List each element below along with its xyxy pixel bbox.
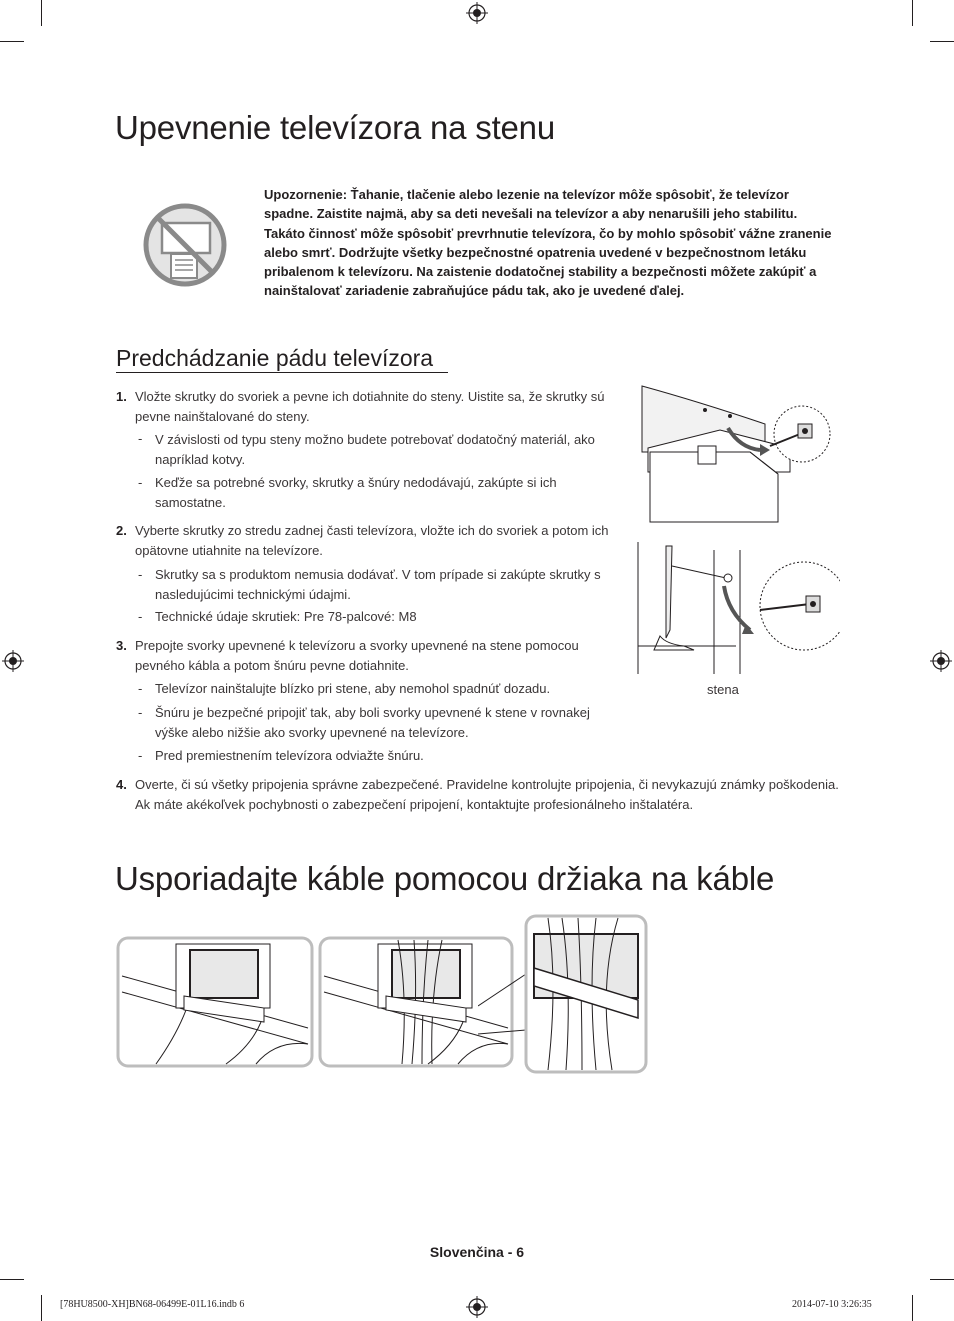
crop-mark	[912, 1295, 913, 1321]
step-text	[135, 636, 579, 675]
registration-mark-icon	[466, 1296, 488, 1318]
sub-line: napríklad kotvy.	[155, 451, 246, 467]
sub-item-text	[155, 473, 557, 512]
sub-bullet: -	[138, 431, 143, 446]
sub-item-text	[155, 703, 590, 742]
sub-line: Televízor nainštalujte blízko pri stene, aby nemohol spadnúť dozadu.	[155, 681, 551, 696]
warning-line: spadne. Zaistite najmä, aby sa deti nevešali na televízor a aby nenarušili jeho stabilitu.	[264, 206, 798, 222]
section-title: Predchádzanie pádu televízora	[116, 345, 434, 371]
sub-line: Pred premiestnením televízora odviažte šnúru.	[155, 748, 424, 763]
step-line: Ak máte akékoľvek pochybnosti o zabezpečení pripojení, kontaktujte profesionálneho inštalatéra.	[135, 796, 694, 812]
step-text	[135, 775, 839, 814]
warning-line: Takáto činnosť môže spôsobiť prevrhnutie televízora, čo by mohlo spôsobiť vážne zranenie	[264, 225, 832, 241]
sub-line: samostatne.	[155, 494, 226, 510]
sub-item-text	[155, 607, 417, 627]
step-line: Overte, či sú všetky pripojenia správne zabezpečené. Pravidelne kontrolujte pripojenia, či nevykazujú známky poškodenia.	[135, 777, 839, 792]
sub-item-text	[155, 430, 595, 469]
step-number: 3.	[116, 638, 127, 653]
cable-holder-step-1-illustration	[116, 936, 314, 1068]
sub-bullet: -	[138, 609, 143, 624]
crop-mark	[930, 1279, 954, 1280]
registration-mark-icon	[930, 650, 952, 672]
tv-bracket-illustration	[640, 382, 840, 530]
sub-line: V závislosti od typu steny možno budete potrebovať dodatočný materiál, ako	[155, 432, 595, 447]
warning-line: Upozornenie: Ťahanie, tlačenie alebo lezenie na televízor môže spôsobiť, že televízor	[264, 187, 789, 202]
warning-text	[264, 185, 832, 301]
sub-line: Technické údaje skrutiek: Pre 78-palcové: M8	[155, 609, 417, 624]
step-line: Vyberte skrutky zo stredu zadnej časti televízora, vložte ich do svoriek a potom ich	[135, 523, 609, 538]
section-title: Usporiadajte káble pomocou držiaka na káble	[115, 860, 775, 897]
step-text	[135, 521, 609, 560]
step-line: Vložte skrutky do svoriek a pevne ich dotiahnite do steny. Uistite sa, že skrutky sú	[135, 389, 605, 404]
sub-bullet: -	[138, 748, 143, 763]
file-slug: [78HU8500-XH]BN68-06499E-01L16.indb 6	[60, 1299, 245, 1310]
sub-line: Skrutky sa s produktom nemusia dodávať. V tom prípade si zakúpte skrutky s	[155, 567, 601, 582]
registration-mark-icon	[466, 2, 488, 24]
cable-holder-zoom-illustration	[478, 914, 650, 1074]
crop-mark	[930, 41, 954, 42]
sub-item-text	[155, 746, 424, 766]
page-title: Upevnenie televízora na stenu	[115, 109, 555, 146]
warning-line: pribalenom k televízoru. Na zaistenie dodatočnej stability a bezpečnosti môžete zakúpiť a	[264, 264, 817, 280]
wall-anchor-illustration	[636, 540, 840, 680]
crop-mark	[0, 41, 24, 42]
sub-bullet: -	[138, 567, 143, 582]
step-number: 2.	[116, 523, 127, 538]
sub-line: Keďže sa potrebné svorky, skrutky a šnúry nedodávajú, zakúpte si ich	[155, 475, 557, 490]
sub-line: nasledujúcimi technickými údajmi.	[155, 586, 351, 602]
sub-bullet: -	[138, 705, 143, 720]
warning-line: alebo smrť. Dodržujte všetky bezpečnostné opatrenia uvedené v bezpečnostnom letáku	[264, 244, 807, 260]
crop-mark	[41, 1295, 42, 1321]
registration-mark-icon	[2, 650, 24, 672]
sub-line: Šnúru je bezpečné pripojiť tak, aby boli svorky upevnené k stene v rovnakej	[155, 705, 590, 720]
crop-mark	[0, 1279, 24, 1280]
section-title-underline	[116, 372, 448, 373]
step-line: pevného kábla a potom šnúru pevne dotiahnite.	[135, 657, 409, 673]
step-number: 1.	[116, 389, 127, 404]
warning-line: nainštalovať zariadenie zabraňujúce pádu tak, ako je uvedené ďalej.	[264, 283, 685, 299]
step-number: 4.	[116, 777, 127, 792]
print-timestamp: 2014-07-10 3:26:35	[792, 1299, 872, 1310]
no-climbing-warning-icon	[140, 201, 230, 289]
sub-line: výške alebo nižšie ako svorky upevnené na televízore.	[155, 724, 469, 740]
step-line: Prepojte svorky upevnené k televízoru a svorky upevnené na stene pomocou	[135, 638, 579, 653]
sub-item-text	[155, 679, 550, 699]
crop-mark	[41, 0, 42, 26]
crop-mark	[912, 0, 913, 26]
step-text	[135, 387, 604, 426]
page-number: Slovenčina - 6	[429, 1244, 525, 1260]
sub-item-text	[155, 565, 601, 604]
sub-bullet: -	[138, 475, 143, 490]
sub-bullet: -	[138, 681, 143, 696]
step-line: opätovne utiahnite na televízore.	[135, 542, 323, 558]
step-line: pevne nainštalované do steny.	[135, 408, 310, 424]
figure-caption: stena	[707, 682, 739, 697]
